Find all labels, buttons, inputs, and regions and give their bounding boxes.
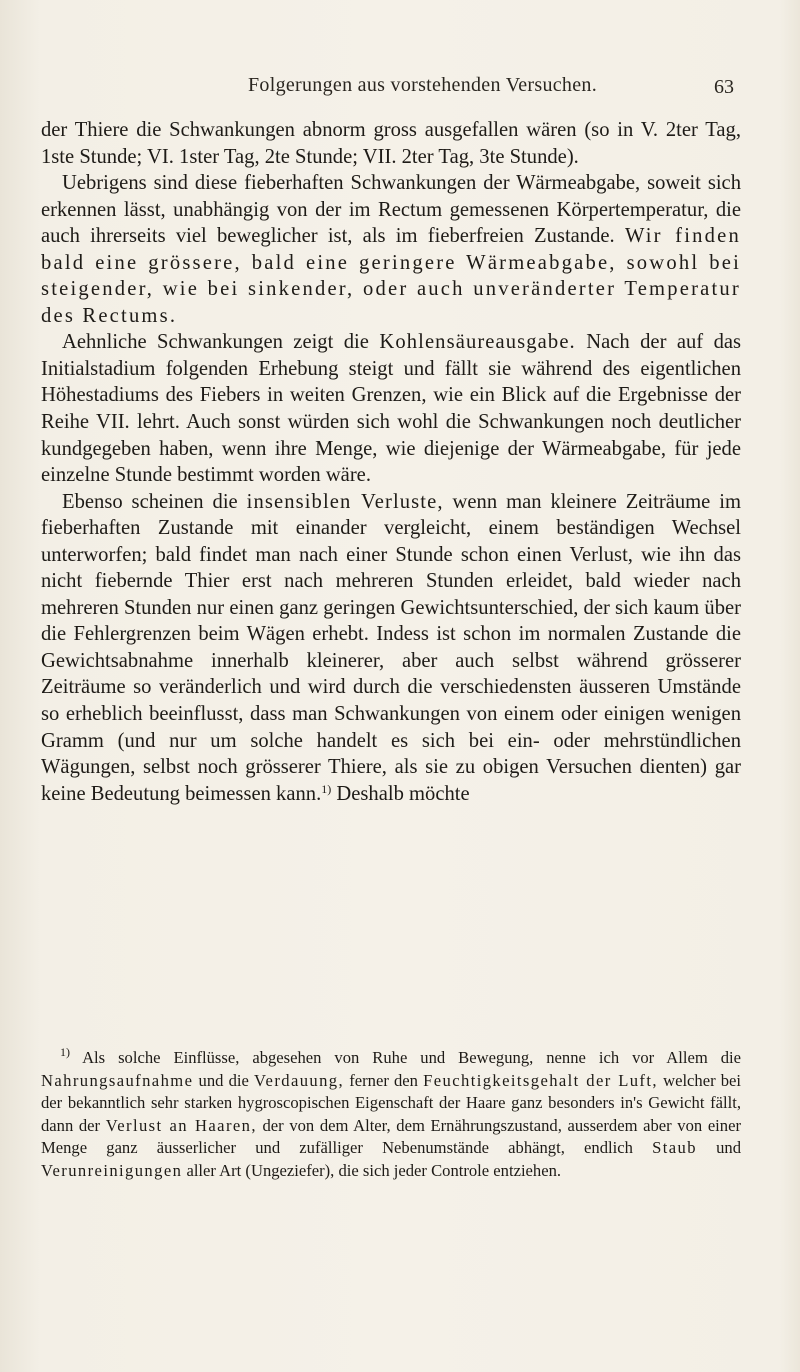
footnote-text-1: Als solche Einflüsse, abgesehen von Ruhe und Bewegung, nenne ich vor Allem die <box>82 1048 741 1067</box>
paragraph-2-spaced-text: Wir finden bald eine grössere, bald eine geringere Wärmeabgabe, sowohl bei steigender, wie bei sinkender, oder auch unveränderter Temperatur des Rectums. <box>41 225 741 327</box>
paragraph-2 <box>41 170 741 329</box>
footnote-emphasis-3: Feuchtigkeitsgehalt der Luft, <box>423 1070 658 1090</box>
main-text <box>41 117 741 807</box>
footnote-emphasis-2: Verdauung, <box>254 1070 345 1090</box>
paragraph-2-text-a: Uebrigens sind diese fieberhaften Schwankungen der Wärmeabgabe, soweit sich erkennen lässt, unabhängig von der im Rectum gemessenen Körpertemperatur, die auch ihrerseits viel beweglicher ist, als im fieberfreien Zustande. <box>41 172 741 248</box>
footnote-marker: 1) <box>60 1045 70 1059</box>
paragraph-4-text-d: Deshalb möchte <box>336 782 470 805</box>
page-number: 63 <box>714 76 734 98</box>
footnote-text-2: und die <box>198 1070 249 1090</box>
paragraph-3 <box>41 329 741 488</box>
footnote-emphasis-5: Staub <box>652 1138 697 1157</box>
footnote-area <box>41 1047 741 1182</box>
paragraph-3-text-a: Aehnliche Schwankungen zeigt die <box>62 331 369 354</box>
footnote-reference: 1) <box>321 781 332 796</box>
footnote-text-5: der von dem Alter, dem Ernährungszustand, ausserdem aber von einer Menge ganz äusserlicher und zufälliger Nebenumstände abhängt, endlich <box>41 1115 741 1157</box>
footnote-emphasis-6: Verunreinigungen <box>41 1160 183 1180</box>
footnote-1 <box>41 1047 741 1182</box>
paragraph-1-text: der Thiere die Schwankungen abnorm gross ausgefallen wären (so in V. 2ter Tag, 1ste Stunde; VI. 1ster Tag, 2te Stunde; VII. 2ter Tag, 3te Stunde). <box>41 119 741 168</box>
footnote-text-7: aller Art (Ungeziefer), die sich jeder Controle entziehen. <box>186 1160 562 1180</box>
paragraph-1 <box>41 117 741 170</box>
paragraph-3-emphasis: Kohlensäureausgabe. <box>379 331 576 354</box>
footnote-text-3: ferner den <box>349 1070 418 1090</box>
footnote-emphasis-1: Nahrungsaufnahme <box>41 1070 194 1090</box>
footnote-text-4: welcher bei der bekanntlich sehr starken hygroscopischen Eigenschaft der Haare ganz besonders in's Gewicht fällt, dann der <box>41 1070 742 1135</box>
footnote-emphasis-4: Verlust an Haaren, <box>105 1115 257 1135</box>
paragraph-4 <box>41 489 741 808</box>
running-title: Folgerungen aus vorstehenden Versuchen. <box>247 74 598 96</box>
paragraph-4-text-a: Ebenso scheinen die <box>62 490 238 513</box>
paragraph-4-emphasis: insensiblen Verluste, <box>246 490 444 513</box>
paragraph-4-text-c: wenn man kleinere Zeiträume im fieberhaften Zustande mit einander vergleicht, einem beständigen Wechsel unterworfen; bald findet man nach einer Stunde schon einen Verlust, wie ihn das nicht fiebernde Thier erst nach mehreren Stunden erleidet, bald wieder nach mehreren Stunden nur einen ganz geringen Gewichtsunterschied, der sich kaum über die Fehlergrenzen beim Wägen erhebt. Indess ist schon im normalen Zustande die Gewichtsabnahme innerhalb kleinerer, aber auch selbst während grösserer Zeiträume so veränderlich und wird durch die verschiedensten äusseren Umstände so erheblich beeinflusst, dass man Schwankungen von einem oder einigen wenigen Gramm (und nur um solche handelt es sich bei ein- oder mehrstündlichen Wägungen, selbst noch grösserer Thiere, als sie zu obigen Versuchen dienten) gar keine Bedeutung beimessen kann. <box>41 490 741 805</box>
footnote-text-6: und <box>716 1138 741 1157</box>
paragraph-3-text-c: Nach der auf das Initialstadium folgenden Erhebung steigt und fällt sie während des eigentlichen Höhestadiums des Fiebers in weiten Grenzen, wie ein Blick auf die Ergebnisse der Reihe VII. lehrt. Auch sonst würden sich wohl die Schwankungen noch deutlicher kundgegeben haben, wenn ihre Menge, wie diejenige der Wärmeabgabe, für jede einzelne Stunde bestimmt worden wäre. <box>41 331 742 487</box>
